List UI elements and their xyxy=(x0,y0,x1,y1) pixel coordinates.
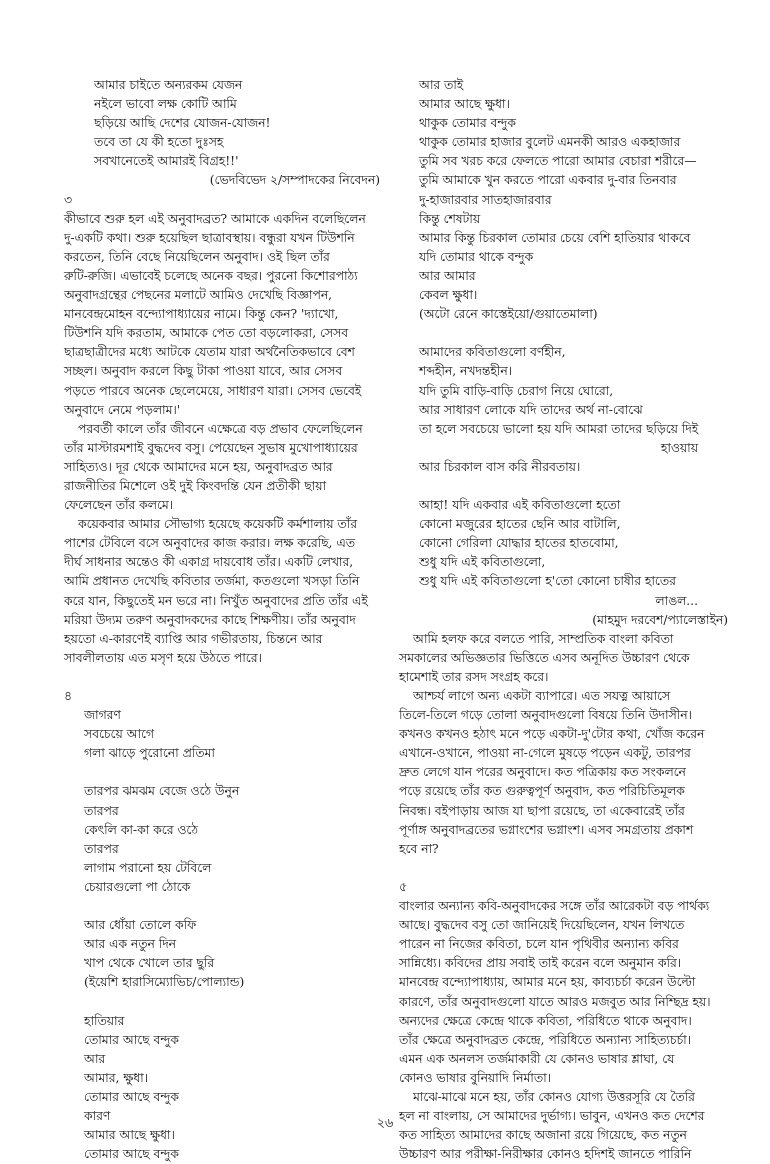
poem-line: কিন্তু শেষটায় xyxy=(419,211,481,226)
poem-line: সবচেয়ে আগে xyxy=(84,727,154,742)
poem-line: আহা! যদি একবার এই কবিতাগুলো হতো xyxy=(419,498,621,513)
text-line: রাজনীতির মিশেলে ওই দুই কিংবদন্তি যেন প্রতীকী ছায়া xyxy=(64,478,327,493)
poem-stanza xyxy=(399,496,728,630)
poem-source: (ভেদবিভেদ ২/সম্পাদকের নিবেদন) xyxy=(209,173,380,188)
poem-line: আমার চাইতে অন্যরকম যেজন xyxy=(94,78,243,92)
poem-line: দু-হাজারবার সাতহাজারবার xyxy=(419,192,552,207)
paragraph xyxy=(399,897,728,1088)
poem-line: তা হলে সবচেয়ে ভালো হয় যদি আমরা তাদের ছড়িয়ে দিই xyxy=(419,421,699,436)
poem-line: আমার কিন্তু চিরকাল তোমার চেয়ে বেশি হাতিয়ার থাকবে xyxy=(419,230,691,245)
text-line: সান্নিধ্যে। কবিদের প্রায় সবাই তাই করেন বলে অনুমান করি। xyxy=(399,956,682,971)
text-line: উচ্চারণ আর পরীক্ষা-নিরীক্ষার কোনও হদিশই জানতে পারিনি xyxy=(399,1147,692,1162)
text-line: কখনও কখনও হঠাৎ মনে পড়ে একটা-দু'টোর কথা, খোঁজ করেন xyxy=(399,727,705,742)
poem-line: কোনো গেরিলা যোদ্ধার হাতের হাতবোমা, xyxy=(419,536,619,551)
poem-line: যদি তোমার থাকে বন্দুক xyxy=(419,249,534,264)
text-line: মরিয়া উদ্যম তরুণ অনুবাদকদের কাছে শিক্ষণীয়। তাঁর অনুবাদ xyxy=(64,612,356,627)
poem-line: থাকুক তোমার হাজার বুলেট এমনকী আরও একহাজার xyxy=(419,135,681,150)
text-line: হয়তো এ-কারণেই ব্যাপ্তি আর গভীরতায়, চিন্তনে আর xyxy=(64,631,323,646)
text-line: সাহিত্যও। দূর থেকে আমাদের মনে হয়, অনুবাদব্রত আর xyxy=(64,459,333,474)
text-line: কীভাবে শুরু হল এই অনুবাদব্রত? আমাকে একদিন বলেছিলেন xyxy=(64,211,366,226)
text-line: অনুবাদে নেমে পড়লাম।' xyxy=(64,402,181,417)
text-line: ফেলেছেন তাঁর কলমে। xyxy=(64,498,174,513)
text-line: করতেন, তিনি বেছে নিয়েছিলেন অনুবাদ। ওই ছিল তাঁর xyxy=(64,249,330,264)
poem-line: আর চিরকাল বাস করি নীরবতায়। xyxy=(419,459,581,474)
text-line: সচ্ছল। অনুবাদ করলে কিছু টাকা পাওয়া যাবে, আর সেসব xyxy=(64,364,343,379)
poem-line: আর ধোঁয়া তোলে কফি xyxy=(84,918,197,933)
text-line: আমি প্রধানত দেখেছি কবিতার তর্জমা, কতগুলো খসড়া তিনি xyxy=(64,574,360,589)
poem-stanza xyxy=(64,782,380,897)
poem-excerpt-1 xyxy=(64,76,380,191)
poem-line: আর তাই xyxy=(419,78,464,92)
poem-line: শুধু যদি এই কবিতাগুলো, xyxy=(419,555,546,570)
poem-line: ছড়িয়ে আছি দেশের যোজন-যোজন! xyxy=(94,116,271,131)
left-column xyxy=(64,76,380,1164)
text-line: তাঁর ক্ষেত্রে অনুবাদব্রত কেন্দ্রে, পরিধিতে অন্যান্য সাহিত্যচর্চা। xyxy=(399,1032,692,1047)
poem-line: লাঙল... xyxy=(655,593,698,608)
text-line: এখানে-ওখানে, পাওয়া না-গেলে মুষড়ে পড়েন একটু, তারপর xyxy=(399,746,691,761)
text-line: আছে। বুদ্ধদেব বসু তো জানিয়েই দিয়েছিলেন, যখন লিখতে xyxy=(399,918,685,933)
section-number: ৪ xyxy=(64,689,72,703)
text-line: মানবেন্দ্রমোহন বন্দ্যোপাধ্যায়ের নামে। কিন্তু কেন? 'দ্যাখো, xyxy=(64,307,339,322)
poem-line: লাগাম পরানো হয় টেবিলে xyxy=(84,860,212,875)
text-line: অন্যদের ক্ষেত্রে কেন্দ্রে থাকে কবিতা, পরিধিতে থাকে অনুবাদ। xyxy=(399,1013,692,1028)
text-line: তাঁর মাস্টারমশাই বুদ্ধদেব বসু। পেয়েছেন সুভাষ মুখোপাধ্যায়ের xyxy=(64,440,358,455)
text-line: হবে না? xyxy=(399,841,439,856)
paragraph xyxy=(399,687,728,859)
text-line: আমি হলফ করে বলতে পারি, সাম্প্রতিক বাংলা কবিতা xyxy=(413,631,674,646)
poem-line: আমার আছে ক্ষুধা। xyxy=(419,97,510,112)
text-line: পড়ে রয়েছে তাঁর কত গুরুত্বপূর্ণ অনুবাদ, কত পরিচিতিমূলক xyxy=(399,784,685,799)
text-line: মানবেন্দ্র বন্দ্যোপাধ্যায়, আমার মনে হয়, কাব্যচর্চা করেন উল্টো xyxy=(399,975,696,990)
poem-stanza xyxy=(399,76,728,324)
text-line: সমকালের অভিজ্ঞতার ভিত্তিতে এসব অনূদিত উচ্চারণ থেকে xyxy=(399,650,690,665)
section-number: ৫ xyxy=(399,879,407,894)
poem-line: হাওয়ায় xyxy=(660,440,698,455)
text-line: রুটি-রুজি। এভাবেই চলেছে অনেক বছর। পুরনো কিশোরপাঠ্য xyxy=(64,268,358,283)
text-line: দ্রুত লেগে যান পরের অনুবাদে। কত পত্রিকায় কত সংকলনে xyxy=(399,765,686,780)
poem-title: হাতিয়ার xyxy=(84,1013,125,1028)
text-line: কত সাহিত্য আমাদের কাছে অজানা রয়ে গিয়েছে, কত নতুন xyxy=(399,1128,687,1143)
paragraph xyxy=(64,515,380,668)
text-line: পরবর্তী কালে তাঁর জীবনে এক্ষেত্রে বড় প্রভাব ফেলেছিলেন xyxy=(78,421,363,436)
text-line: দু-একটি কথা। শুরু হয়েছিল ছাত্রাবস্থায়। বন্ধুরা যখন টিউশনি xyxy=(64,230,355,245)
poem-line: তোমার আছে বন্দুক xyxy=(84,1089,179,1104)
poem-line: আমার, ক্ষুধা। xyxy=(84,1070,149,1085)
poem-line: চেয়ারগুলো পা ঠোকে xyxy=(84,879,191,894)
section-number: ৩ xyxy=(64,192,72,207)
poem-stanza xyxy=(64,916,380,992)
poem-stanza xyxy=(64,1012,380,1164)
poem-line: থাকুক তোমার বন্দুক xyxy=(419,116,516,131)
poem-line: যদি তুমি বাড়ি-বাড়ি চেরাগ নিয়ে ঘোরো, xyxy=(419,383,614,398)
poem-line: কারণ xyxy=(84,1109,111,1124)
poem-line: সবখানেতেই আমারই বিগ্রহ!!' xyxy=(94,154,239,169)
text-line: তিলে-তিলে গড়ে তোলা অনুবাদগুলো বিষয়ে তিনি উদাসীন। xyxy=(399,708,692,723)
text-line: পাশের টেবিলে বসে অনুবাদের কাজ করার। লক্ষ করেছি, এত xyxy=(64,536,355,551)
page-number: ২৬ xyxy=(376,1116,394,1131)
poem-line: তোমার আছে বন্দুক xyxy=(84,1032,179,1047)
poem-line: তোমার আছে বন্দুক xyxy=(84,1147,179,1162)
poem-stanza xyxy=(64,706,380,763)
poem-line: শব্দহীন, নখদন্তহীন। xyxy=(419,364,513,379)
poem-line: আর এক নতুন দিন xyxy=(84,937,177,952)
poem-line: কেবল ক্ষুধা। xyxy=(419,288,478,303)
poem-line: তারপর xyxy=(84,803,119,818)
text-line: অনুবাদগ্রন্থের পেছনের মলাটে আমিও দেখেছি বিজ্ঞাপন, xyxy=(64,288,333,303)
poem-line: কেৎলি কা-কা করে ওঠে xyxy=(84,822,198,837)
text-line: ছাত্রছাত্রীদের মধ্যে আটকে যেতাম যারা অর্থনৈতিকভাবে বেশ xyxy=(64,345,355,360)
text-line: কোনও ভাষার বুনিয়াদি নির্মাতা। xyxy=(399,1070,552,1085)
text-line: বাংলার অন্যান্য কবি-অনুবাদকের সঙ্গে তাঁর আরেকটা বড় পার্থক্য xyxy=(399,899,710,914)
text-line: পূর্ণাঙ্গ অনুবাদব্রতের ভগ্নাংশের ভগ্নাংশ। এসব সমগ্রতায় প্রকাশ xyxy=(399,822,694,837)
poem-line: খাপ থেকে খোলে তার ছুরি xyxy=(84,956,215,971)
poem-line: তুমি আমাকে খুন করতে পারো একবার দু-বার তিনবার xyxy=(419,173,677,188)
poem-line: শুধু যদি এই কবিতাগুলো হ'তো কোনো চাষীর হাতের xyxy=(419,574,676,589)
poem-stanza xyxy=(399,343,728,477)
text-line: কয়েকবার আমার সৌভাগ্য হয়েছে কয়েকটি কর্মশালায় তাঁর xyxy=(78,517,357,532)
poem-line: আমার আছে ক্ষুধা। xyxy=(84,1128,175,1143)
poem-line: নইলে ভাবো লক্ষ কোটি আমি xyxy=(94,97,237,112)
paragraph xyxy=(64,420,380,515)
text-line: সাবলীলতায় এত মসৃণ হয়ে উঠতে পারে। xyxy=(64,650,262,665)
poem-line: গলা ঝাড়ে পুরোনো প্রতিমা xyxy=(84,746,215,761)
paragraph xyxy=(64,210,380,420)
text-line: দীর্ঘ সাধনার অন্তেও কী একাগ্র দায়বোধ তাঁর। একটি লেখার, xyxy=(64,555,354,570)
text-line: পারেন না নিজের কবিতা, চলে যান পৃথিবীর অন্যান্য কবির xyxy=(399,937,679,952)
text-line: পড়তে পারবে অনেক ছেলেমেয়ে, সাধারণ যারা। সেসব ভেবেই xyxy=(64,383,362,398)
poem-line: আমাদের কবিতাগুলো বর্ণহীন, xyxy=(419,345,566,360)
poem-source: (অটো রেনে কাস্তেইয়ো/গুয়াতেমালা) xyxy=(419,307,598,322)
poem-line: কোনো মজুরের হাতের ছেনি আর বাটালি, xyxy=(419,517,621,532)
text-line: টিউশনি যদি করতাম, আমাকে পেত তো বড়লোকরা, সেসব xyxy=(64,326,349,341)
text-line: কারণে, তাঁর অনুবাদগুলো যাতে আরও মজবুত আর নিশ্ছিদ্র হয়। xyxy=(399,994,711,1009)
text-line: হামেশাই তার রসদ সংগ্রহ করে। xyxy=(399,669,549,684)
poem-line: তারপর xyxy=(84,841,119,856)
poem-line: তবে তা যে কী হতো দুঃসহ xyxy=(94,135,224,150)
text-line: এমন এক অনলস তর্জমাকারী যে কোনও ভাষার শ্লাঘা, যে xyxy=(399,1051,675,1066)
text-line: মাঝে-মাঝে মনে হয়, তাঁর কোনও যোগ্য উত্তরসূরি যে তৈরি xyxy=(413,1089,695,1104)
poem-source: (ইয়েশি হারাসিম্যোভিচ/পোল্যান্ড) xyxy=(84,975,245,990)
poem-source: (মাহমুদ দরবেশ/প্যালেস্তাইন) xyxy=(592,612,728,627)
text-line: করে যান, কিছুতেই মন ভরে না। নিখুঁত অনুবাদের প্রতি তাঁর এই xyxy=(64,593,368,608)
poem-line: তুমি সব খরচ করে ফেলতে পারো আমার বেচারা শরীরে— xyxy=(419,154,697,169)
text-line: নিবন্ধ। বইপাড়ায় আজ যা ছাপা রয়েছে, তা একেবারেই তাঁর xyxy=(399,803,685,818)
poem-line: তারপর ঝমঝম বেজে ওঠে উনুন xyxy=(84,784,240,799)
poem-title: জাগরণ xyxy=(84,708,121,723)
poem-line: আর আমার xyxy=(419,268,476,283)
poem-line: আর সাধারণ লোকে যদি তাদের অর্থ না-বোঝে xyxy=(419,402,643,417)
right-column xyxy=(399,76,728,1164)
paragraph xyxy=(399,630,728,687)
poem-line: আর xyxy=(84,1051,106,1066)
text-line: আশ্চর্য লাগে অন্য একটা ব্যাপারে। এত সযত্ন আয়াসে xyxy=(413,689,671,703)
text-line: হল না বাংলায়, সে আমাদের দুর্ভাগ্য। ভাবুন, এখনও কত দেশের xyxy=(399,1109,705,1124)
